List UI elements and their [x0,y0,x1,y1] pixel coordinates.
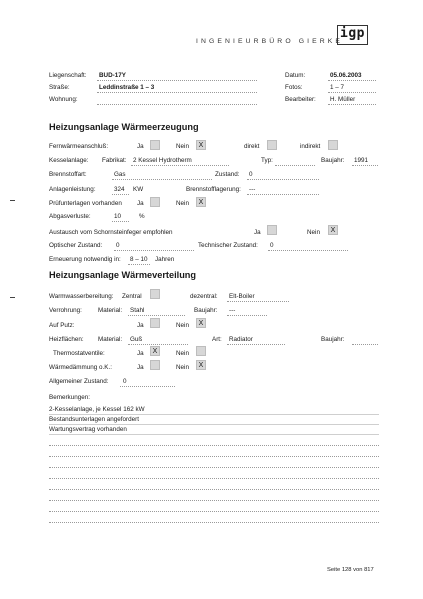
fernwaerme-direkt-checkbox[interactable] [267,140,277,150]
bemerkung-line-3: Wartungsvertrag vorhanden [49,426,127,433]
daemmung-ja-checkbox[interactable] [150,360,160,370]
austausch-nein-label: Nein [307,229,320,236]
fabrikat-label: Fabrikat: [102,157,127,164]
allgemein-line [120,386,175,387]
fernwaerme-ja-checkbox[interactable] [150,140,160,150]
company-name: INGENIEURBÜRO GIERKE [196,38,343,45]
fernwaerme-nein-label: Nein [176,143,189,150]
bemerkung-rule [49,489,379,490]
fabrikat-value: 2 Kessel Hydrotherm [133,157,192,164]
typ-label: Typ: [261,157,273,164]
dezentral-line [227,301,289,302]
heizflaechen-baujahr-line [352,344,378,345]
bemerkung-rule [49,445,379,446]
section-title-erzeugung: Heizungsanlage Wärmeerzeugung [49,122,199,132]
bemerkung-line-1: 2-Kesselanlage, je Kessel 162 kW [49,406,145,413]
erneuerung-value: 8 – 10 [130,256,148,263]
optisch-label: Optischer Zustand: [49,242,103,249]
thermostat-nein-label: Nein [176,350,189,357]
austausch-nein-checkbox[interactable]: X [328,225,338,235]
liegenschaft-value: BUD-17Y [99,72,126,79]
allgemein-label: Allgemeiner Zustand: [49,378,109,385]
daemmung-ja-label: Ja [137,364,144,371]
kessel-zustand-line [247,179,319,180]
anlagenleistung-value: 324 [114,186,125,193]
optisch-line [114,250,194,251]
fotos-label: Fotos: [285,84,303,91]
heizflaechen-label: Heizflächen: [49,336,84,343]
anlagenleistung-unit: KW [133,186,144,193]
section-title-verteilung: Heizungsanlage Wärmeverteilung [49,270,197,280]
pruef-nein-checkbox[interactable]: X [196,197,206,207]
thermostat-nein-checkbox[interactable] [196,346,206,356]
aufputz-ja-label: Ja [137,322,144,329]
pruef-nein-label: Nein [176,200,189,207]
abgas-line [112,221,129,222]
kessel-baujahr-label: Baujahr: [321,157,345,164]
brennstoff-label: Brennstoffart: [49,171,87,178]
liegenschaft-line [97,80,257,81]
heizflaechen-material-value: Guß [130,336,143,343]
austausch-label: Austausch vom Schornsteinfeger empfohlen [49,229,173,236]
datum-line [328,80,376,81]
heizflaechen-art-value: Radiator [229,336,253,343]
verrohrung-baujahr-value: --- [229,307,236,314]
allgemein-value: 0 [123,378,127,385]
kessel-zustand-label: Zustand: [215,171,240,178]
austausch-ja-checkbox[interactable] [267,225,277,235]
bemerkung-rule [49,511,379,512]
austausch-ja-label: Ja [254,229,261,236]
zentral-label: Zentral [122,293,142,300]
fernwaerme-indirekt-checkbox[interactable] [328,140,338,150]
anlagenleistung-label: Anlagenleistung: [49,186,96,193]
pruef-label: Prüfunterlagen vorhanden [49,200,122,207]
pruef-ja-label: Ja [137,200,144,207]
verrohrung-label: Verrohrung: [49,307,82,314]
heizflaechen-baujahr-label: Baujahr: [321,336,345,343]
datum-label: Datum: [285,72,306,79]
daemmung-label: Wärmedämmung o.K.: [49,364,112,371]
bearbeiter-value: H. Müller [330,96,356,103]
typ-line [275,165,315,166]
brennstoff-value: Gas [114,171,126,178]
abgas-value: 10 [114,213,122,220]
erneuerung-label: Erneuerung notwendig in: [49,256,121,263]
brennstoff-line [112,179,212,180]
bemerkung-rule [49,522,379,523]
wohnung-label: Wohnung: [49,96,78,103]
thermostat-label: Thermostatventile: [53,350,105,357]
punch-mark [10,297,15,298]
bemerkung-line-2: Bestandsunterlagen angefordert [49,416,139,423]
fernwaerme-ja-label: Ja [137,143,144,150]
datum-value: 05.06.2003 [330,72,362,79]
company-logo: igp [337,25,368,45]
kessel-baujahr-line [352,165,378,166]
warmwasser-label: Warmwasserbereitung: [49,293,114,300]
bemerkungen-label: Bemerkungen: [49,394,90,401]
pruef-ja-checkbox[interactable] [150,197,160,207]
erneuerung-line [128,264,150,265]
punch-mark [10,200,15,201]
heizflaechen-art-label: Art: [212,336,222,343]
bemerkung-rule [49,424,379,425]
brennstofflagerung-value: --- [249,186,256,193]
liegenschaft-label: Liegenschaft: [49,72,87,79]
heizflaechen-art-line [227,344,285,345]
fotos-value: 1 – 7 [330,84,345,91]
heizflaechen-material-line [128,344,188,345]
aufputz-nein-checkbox[interactable]: X [196,318,206,328]
fabrikat-line [131,165,229,166]
brennstofflagerung-line [247,194,319,195]
thermostat-ja-label: Ja [137,350,144,357]
strasse-label: Straße: [49,84,70,91]
verrohrung-material-value: Stahl [130,307,145,314]
bearbeiter-label: Bearbeiter: [285,96,316,103]
bemerkung-rule [49,478,379,479]
strasse-value: Leddinstraße 1 – 3 [99,84,155,91]
dezentral-label: dezentral: [190,293,218,300]
zentral-checkbox[interactable] [150,289,160,299]
kessel-baujahr-value: 1991 [354,157,369,164]
kesselanlage-label: Kesselanlage: [49,157,89,164]
abgas-label: Abgasverluste: [49,213,91,220]
daemmung-nein-checkbox[interactable]: X [196,360,206,370]
technisch-label: Technischer Zustand: [198,242,258,249]
aufputz-label: Auf Putz: [49,322,75,329]
bemerkung-rule [49,456,379,457]
strasse-line [97,92,257,93]
dezentral-value: Elt-Boiler [229,293,255,300]
bemerkung-rule [49,500,379,501]
verrohrung-material-label: Material: [98,307,123,314]
bemerkung-rule [49,467,379,468]
technisch-line [268,250,348,251]
fernwaerme-label: Fernwärmeanschluß: [49,143,109,150]
fernwaerme-nein-checkbox[interactable]: X [196,140,206,150]
page-number: Seite 128 von 817 [327,567,374,573]
abgas-unit: % [139,213,145,220]
thermostat-ja-checkbox[interactable]: X [150,346,160,356]
bemerkung-rule [49,434,379,435]
fernwaerme-direkt-label: direkt [244,143,260,150]
heizflaechen-material-label: Material: [98,336,123,343]
optisch-value: 0 [116,242,120,249]
fernwaerme-indirekt-label: indirekt [300,143,321,150]
wohnung-line [97,104,257,105]
anlagenleistung-line [112,194,129,195]
fotos-line [328,92,376,93]
technisch-value: 0 [270,242,274,249]
kessel-zustand-value: 0 [249,171,253,178]
verrohrung-material-line [128,315,185,316]
aufputz-ja-checkbox[interactable] [150,318,160,328]
erneuerung-unit: Jahren [155,256,175,263]
verrohrung-baujahr-line [227,315,267,316]
daemmung-nein-label: Nein [176,364,189,371]
bemerkung-rule [49,414,379,415]
verrohrung-baujahr-label: Baujahr: [194,307,218,314]
aufputz-nein-label: Nein [176,322,189,329]
brennstofflagerung-label: Brennstofflagerung: [186,186,241,193]
bearbeiter-line [328,104,376,105]
